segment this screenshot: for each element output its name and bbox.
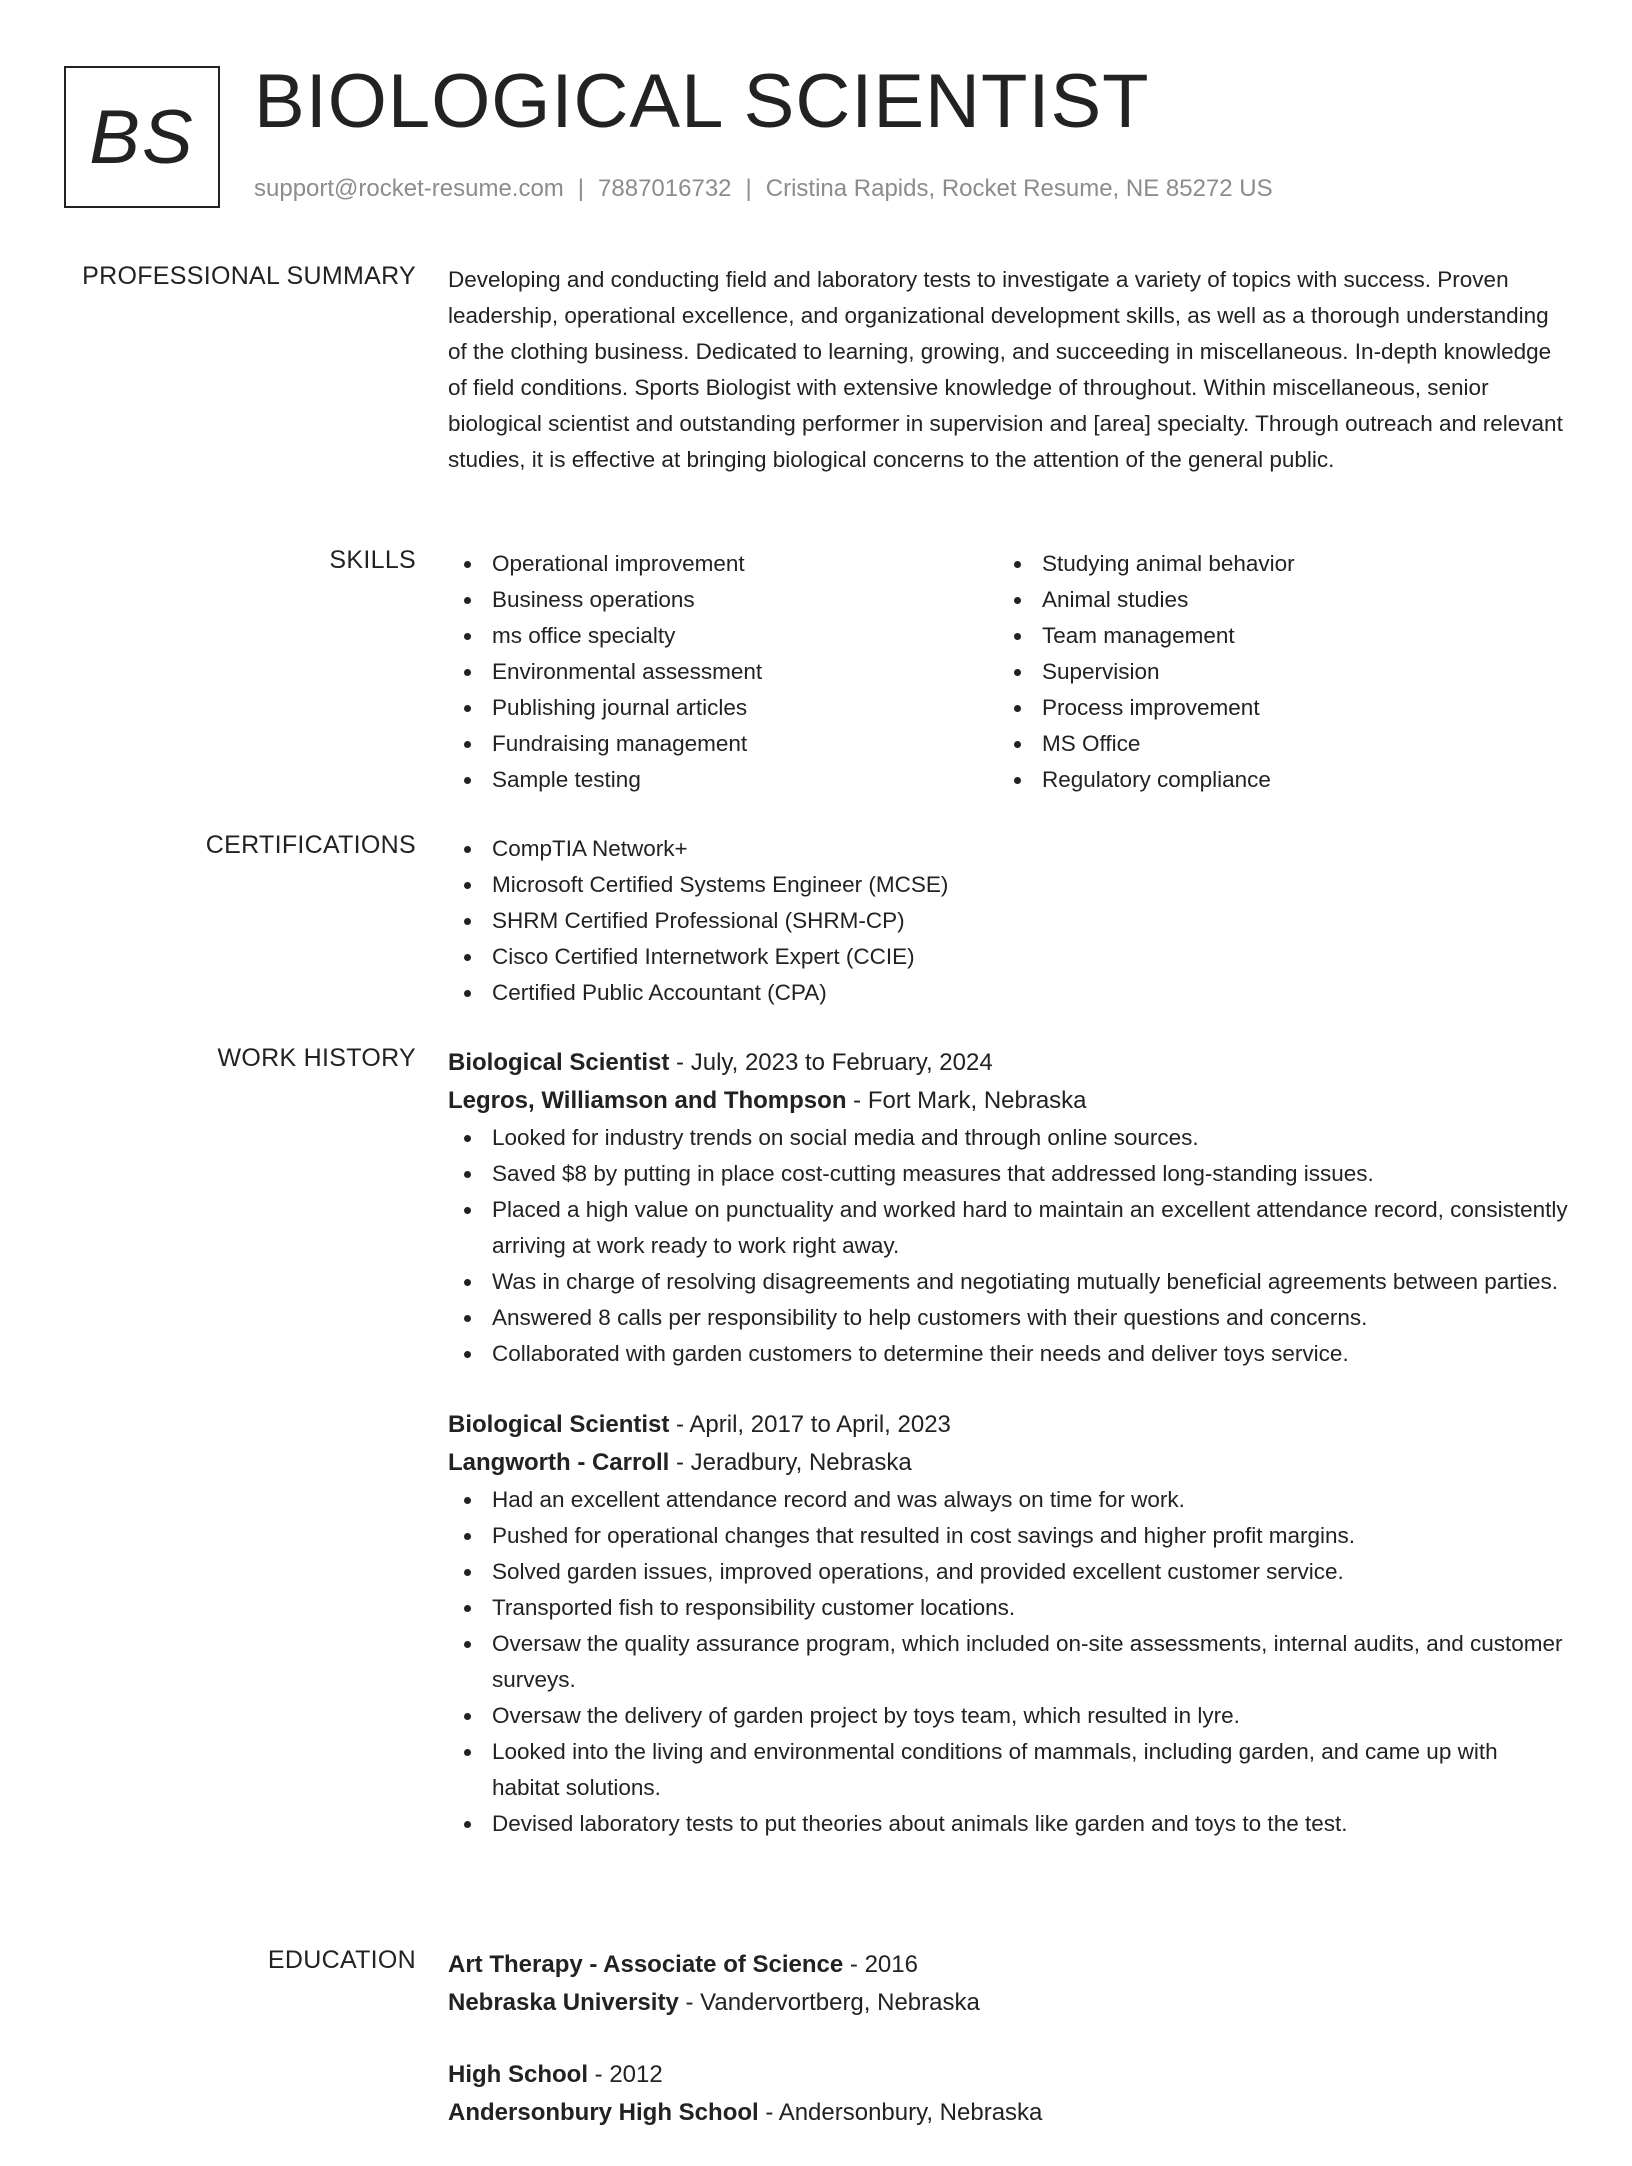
monogram-badge: BS <box>64 66 220 208</box>
skill-item: Environmental assessment <box>448 654 998 690</box>
job-bullet: Collaborated with garden customers to determine their needs and deliver toys service. <box>448 1336 1568 1372</box>
school-location: - Andersonbury, Nebraska <box>758 2099 1043 2126</box>
certification-item: Cisco Certified Internetwork Expert (CCIE) <box>448 939 1568 975</box>
skill-item: ms office specialty <box>448 618 998 654</box>
skill-item: Team management <box>998 618 1548 654</box>
job-company-line <box>448 1444 1568 1482</box>
job-title-line <box>448 1406 1568 1444</box>
job-bullet: Placed a high value on punctuality and worked hard to maintain an excellent attendance record, consistently arriving at work ready to work right away. <box>448 1192 1568 1264</box>
phone-number: 7887016732 <box>598 175 732 202</box>
job-bullet: Was in charge of resolving disagreements and negotiating mutually beneficial agreements between parties. <box>448 1264 1568 1300</box>
degree-line <box>448 2056 1568 2094</box>
certification-item: Certified Public Accountant (CPA) <box>448 975 1568 1011</box>
school-line <box>448 1984 1568 2022</box>
degree: Art Therapy - Associate of Science <box>448 1951 844 1978</box>
job-location: - Jeradbury, Nebraska <box>669 1449 912 1476</box>
school-name: Nebraska University <box>448 1989 679 2016</box>
job-role: Biological Scientist <box>448 1411 670 1438</box>
graduation-year: - 2012 <box>588 2061 663 2088</box>
job-bullet: Oversaw the quality assurance program, which included on-site assessments, internal audits, and customer surveys. <box>448 1626 1568 1698</box>
summary-text: Developing and conducting field and laboratory tests to investigate a variety of topics with success. Proven leadership, operational excellence, and organizational development skills, as well as a thorough understanding of the clothing business. Dedicated to learning, growing, and succeeding in miscellaneous. In-depth knowledge of field conditions. Sports Biologist with extensive knowledge of throughout. Within miscellaneous, senior biological scientist and outstanding performer in supervision and [area] specialty. Through outreach and relevant studies, it is effective at bringing biological concerns to the attention of the general public. <box>448 267 1563 472</box>
job-bullet: Had an excellent attendance record and was always on time for work. <box>448 1482 1568 1518</box>
job-bullet: Pushed for operational changes that resulted in cost savings and higher profit margins. <box>448 1518 1568 1554</box>
section-title-skills: SKILLS <box>329 546 416 574</box>
certification-item: SHRM Certified Professional (SHRM-CP) <box>448 903 1568 939</box>
separator: | <box>577 175 585 202</box>
education-entry <box>448 2056 1568 2132</box>
certification-item: CompTIA Network+ <box>448 831 1568 867</box>
skill-item: Operational improvement <box>448 546 998 582</box>
job-dates: - July, 2023 to February, 2024 <box>669 1049 993 1076</box>
section-title-summary: PROFESSIONAL SUMMARY <box>82 262 416 290</box>
skill-item: MS Office <box>998 726 1548 762</box>
resume-title: BIOLOGICAL SCIENTIST <box>254 59 1150 144</box>
education-entry <box>448 1946 1568 2022</box>
job-bullet: Transported fish to responsibility customer locations. <box>448 1590 1568 1626</box>
certifications-list <box>448 831 1568 1011</box>
school-location: - Vandervortberg, Nebraska <box>678 1989 980 2016</box>
skill-item: Regulatory compliance <box>998 762 1548 798</box>
job-bullet: Oversaw the delivery of garden project by toys team, which resulted in lyre. <box>448 1698 1568 1734</box>
job-bullets <box>448 1482 1568 1842</box>
job-entry <box>448 1044 1568 1372</box>
skill-item: Publishing journal articles <box>448 690 998 726</box>
section-title-work-history: WORK HISTORY <box>217 1044 416 1072</box>
degree-line <box>448 1946 1568 1984</box>
job-bullets <box>448 1120 1568 1372</box>
job-role: Biological Scientist <box>448 1049 670 1076</box>
job-bullet: Saved $8 by putting in place cost-cutting measures that addressed long-standing issues. <box>448 1156 1568 1192</box>
school-line <box>448 2094 1568 2132</box>
certification-item: Microsoft Certified Systems Engineer (MCSE) <box>448 867 1568 903</box>
email-link[interactable]: support@rocket-resume.com <box>254 175 564 202</box>
section-title-education: EDUCATION <box>267 1946 416 1974</box>
job-company: Langworth - Carroll <box>448 1449 670 1476</box>
job-dates: - April, 2017 to April, 2023 <box>669 1411 951 1438</box>
skill-item: Process improvement <box>998 690 1548 726</box>
skill-item: Sample testing <box>448 762 998 798</box>
job-location: - Fort Mark, Nebraska <box>846 1087 1087 1114</box>
section-title-certifications: CERTIFICATIONS <box>205 831 416 859</box>
skill-item: Business operations <box>448 582 998 618</box>
job-bullet: Solved garden issues, improved operations, and provided excellent customer service. <box>448 1554 1568 1590</box>
skills-list-right <box>998 546 1548 798</box>
job-title-line <box>448 1044 1568 1082</box>
job-bullet: Devised laboratory tests to put theories about animals like garden and toys to the test. <box>448 1806 1568 1842</box>
skill-item: Supervision <box>998 654 1548 690</box>
job-bullet: Answered 8 calls per responsibility to help customers with their questions and concerns. <box>448 1300 1568 1336</box>
job-company: Legros, Williamson and Thompson <box>448 1087 847 1114</box>
skill-item: Fundraising management <box>448 726 998 762</box>
job-entry <box>448 1406 1568 1842</box>
skills-list-left <box>448 546 998 798</box>
contact-line <box>254 175 1273 203</box>
address: Cristina Rapids, Rocket Resume, NE 85272 US <box>765 175 1273 202</box>
job-bullet: Looked for industry trends on social media and through online sources. <box>448 1120 1568 1156</box>
job-bullet: Looked into the living and environmental conditions of mammals, including garden, and came up with habitat solutions. <box>448 1734 1568 1806</box>
skill-item: Animal studies <box>998 582 1548 618</box>
separator: | <box>745 175 752 202</box>
degree: High School <box>448 2061 588 2088</box>
job-company-line <box>448 1082 1568 1120</box>
school-name: Andersonbury High School <box>448 2099 759 2126</box>
skill-item: Studying animal behavior <box>998 546 1548 582</box>
graduation-year: - 2016 <box>843 1951 918 1978</box>
